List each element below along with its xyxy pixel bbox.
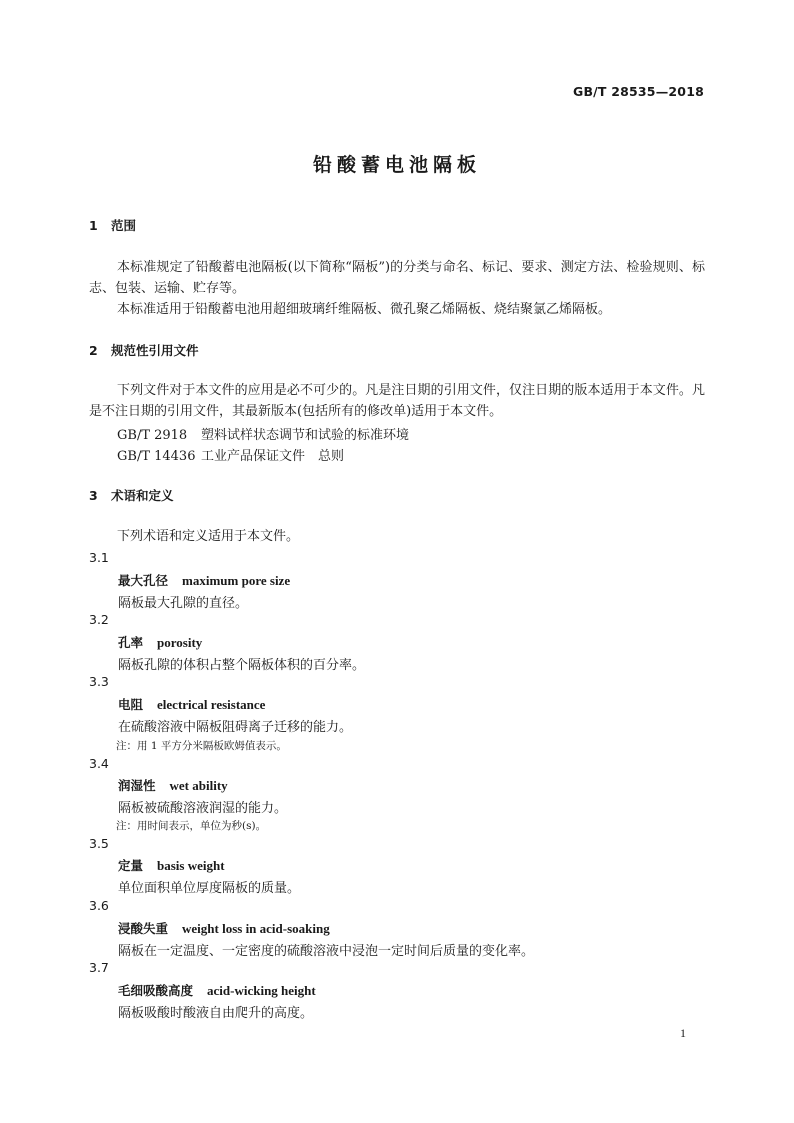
section-title: 规范性引用文件 [111,343,199,358]
term-note: 注：用 1 平方分米隔板欧姆值表示。 [116,740,287,752]
term-name-zh: 电阻 [118,697,144,712]
page-number: 1 [680,1026,686,1040]
term-name-zh: 孔率 [118,635,144,650]
section-title: 范围 [111,218,137,233]
term-name-en: maximum pore size [182,573,291,588]
section-3-heading [89,486,174,504]
term-name-en: porosity [157,635,203,650]
term-name-zh: 定量 [118,858,144,873]
term-name-zh: 毛细吸酸高度 [118,983,194,998]
term-number: 3.5 [89,836,109,851]
term-name-en: acid-wicking height [207,983,316,998]
term-name [118,633,202,651]
term-number: 3.4 [89,756,109,771]
term-name [118,856,225,874]
section-title: 术语和定义 [111,488,174,503]
term-name-zh: 润湿性 [118,778,156,793]
term-definition: 隔板最大孔隙的直径。 [118,596,249,611]
reference-title: 塑料试样状态调节和试验的标准环境 [201,428,410,443]
reference-code: GB/T 2918 [117,428,188,443]
term-name [118,695,265,713]
standard-code: GB/T 28535—2018 [572,84,704,99]
term-definition: 隔板孔隙的体积占整个隔板体积的百分率。 [118,658,366,673]
term-name-zh: 最大孔径 [118,573,169,588]
term-definition: 隔板被硫酸溶液润湿的能力。 [118,801,288,816]
term-name-en: wet ability [169,778,228,793]
section-number: 1 [89,218,98,233]
term-number: 3.1 [89,550,109,565]
section-2-heading [89,341,199,359]
reference-code: GB/T 14436 [117,449,196,464]
term-name-zh: 浸酸失重 [118,921,169,936]
section-1-heading [89,216,136,234]
term-number: 3.6 [89,898,109,913]
section-number: 2 [89,343,98,358]
term-name [118,981,316,999]
term-number: 3.7 [89,960,109,975]
term-note: 注：用时间表示，单位为秒(s)。 [116,820,267,832]
term-definition: 隔板吸酸时酸液自由爬升的高度。 [118,1006,314,1021]
term-number: 3.3 [89,674,109,689]
term-name-en: electrical resistance [157,697,266,712]
scope-paragraph-2: 本标准适用于铅酸蓄电池用超细玻璃纤维隔板、微孔聚乙烯隔板、烧结聚氯乙烯隔板。 [117,302,612,317]
term-definition: 单位面积单位厚度隔板的质量。 [118,881,301,896]
scope-paragraph-1: 本标准规定了铅酸蓄电池隔板(以下简称“隔板”)的分类与命名、标记、要求、测定方法、检验规则、标志、包装、运输、贮存等。 [89,260,705,296]
terms-intro: 下列术语和定义适用于本文件。 [117,529,300,544]
reference-item [117,424,409,443]
reference-title: 工业产品保证文件 总则 [201,449,345,464]
section-number: 3 [89,488,98,503]
term-definition: 在硫酸溶液中隔板阻碍离子迁移的能力。 [118,720,353,735]
term-name-en: weight loss in acid-soaking [182,921,330,936]
term-number: 3.2 [89,612,109,627]
term-name [118,776,228,794]
term-name [118,919,330,937]
term-name-en: basis weight [157,858,225,873]
document-title: 铅酸蓄电池隔板 [312,154,481,176]
reference-item [117,445,344,464]
normative-references-paragraph: 下列文件对于本文件的应用是必不可少的。凡是注日期的引用文件，仅注日期的版本适用于本文件。凡是不注日期的引用文件，其最新版本(包括所有的修改单)适用于本文件。 [89,383,705,419]
term-definition: 隔板在一定温度、一定密度的硫酸溶液中浸泡一定时间后质量的变化率。 [118,944,535,959]
term-name [118,571,290,589]
